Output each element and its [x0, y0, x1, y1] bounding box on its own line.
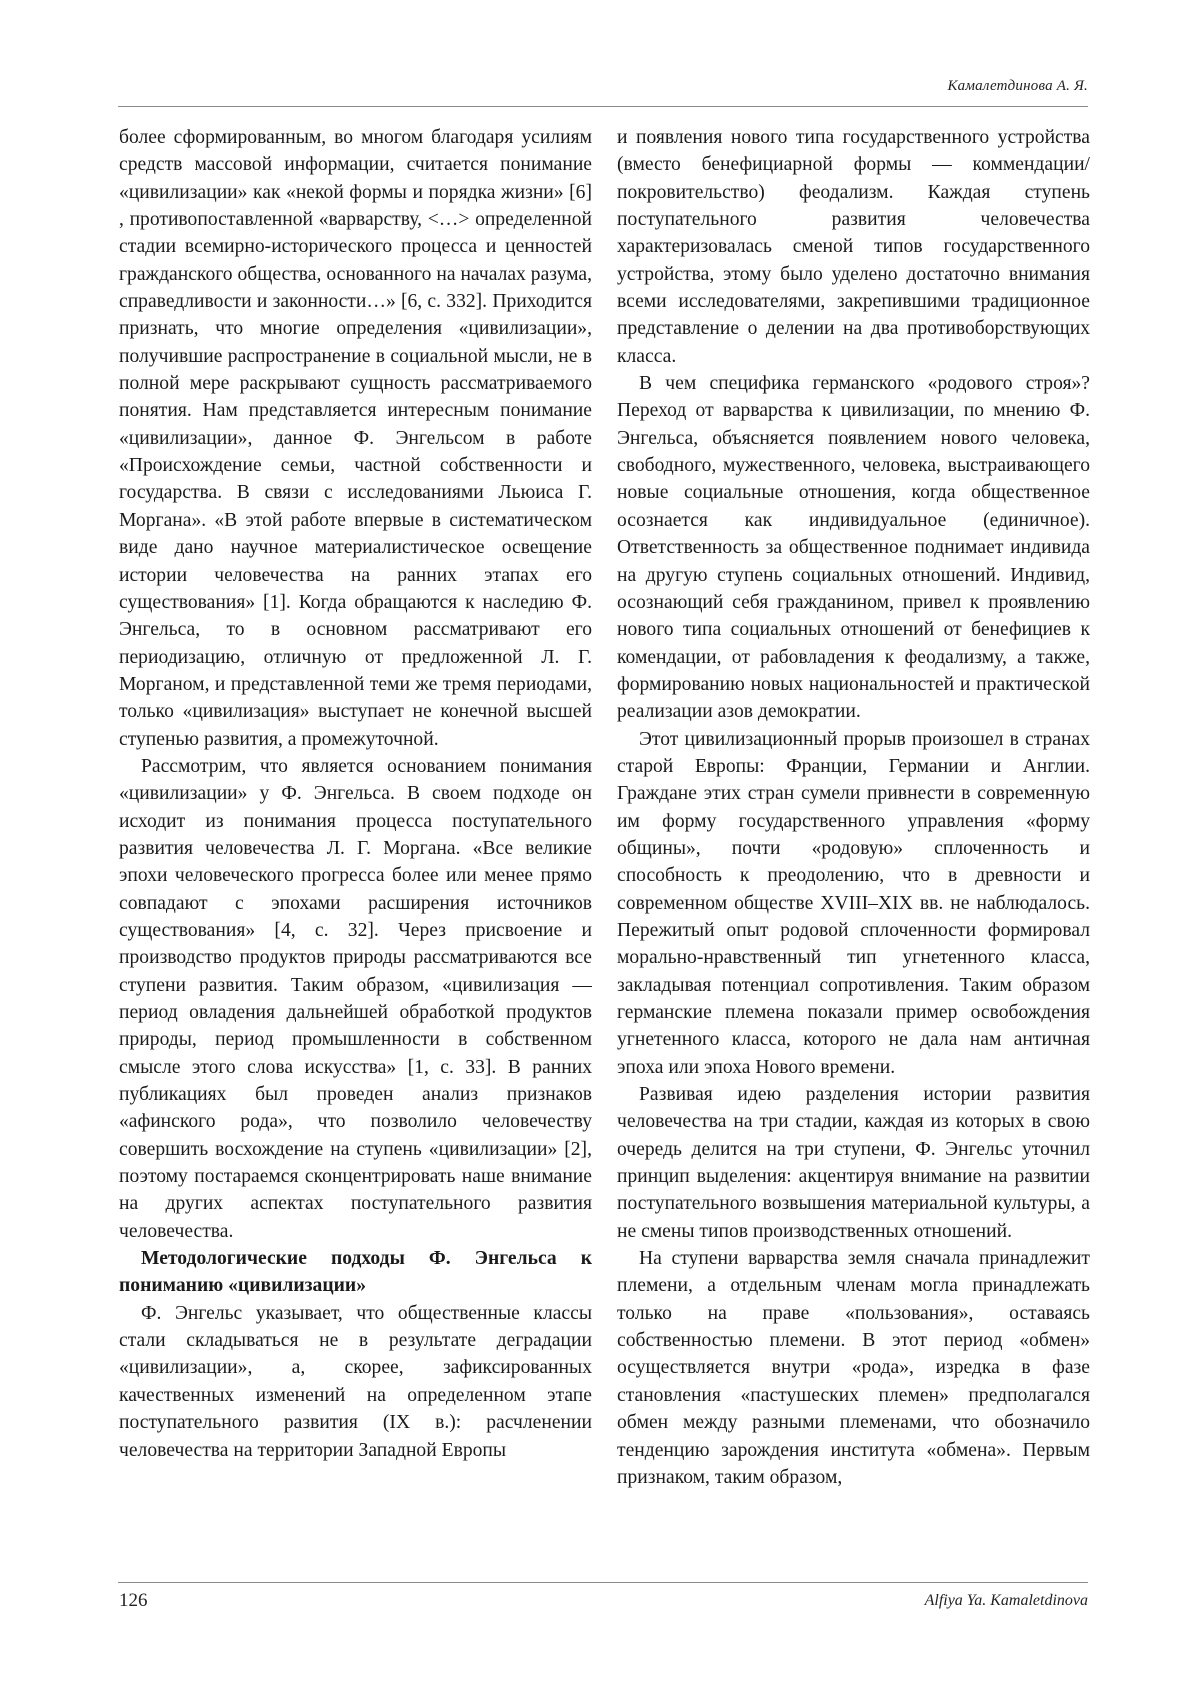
right-paragraph-1: и появления нового типа государственного устройства (вместо бенефициарной формы — коммендации/покровительство) феодализм. Каждая ступень поступательного развития человечества характеризовалась сменой типов государственного устройства, этому было уделено достаточно внимания всеми исследователями, закрепившими традиционное представление о делении на два противоборствующих класса.: [617, 127, 1090, 367]
right-paragraph-2: В чем специфика германского «родового строя»? Переход от варварства к цивилизации, по мнению Ф. Энгельса, объясняется появлением нового человека, свободного, мужественного, человека, выстраивающего новые социальные отношения, когда общественное осознается как индивидуальное (единичное). Ответственность за общественное поднимает индивида на другую ступень социальных отношений. Индивид, осознающий себя гражданином, привел к проявлению нового типа социальных отношений от бенефициев к комендации, от рабовладения к феодализму, а также, формированию новых национальностей и практической реализации азов демократии.: [617, 373, 1090, 723]
footer-author: Alfiya Ya. Kamaletdinova: [924, 1592, 1088, 1609]
right-paragraph-4: Развивая идею разделения истории развития человечества на три стадии, каждая из которых в свою очередь делится на три ступени, Ф. Энгельс уточнил принцип выделения: акцентируя внимание на развитии поступательного возвышения материальной культуры, а не смены типов производственных отношений.: [617, 1084, 1090, 1242]
footer-rule: [118, 1582, 1088, 1583]
running-header: Камалетдинова А. Я.: [947, 78, 1088, 94]
left-paragraph-1: более сформированным, во многом благодаря усилиям средств массовой информации, считается понимание «цивилизации» как «некой формы и порядка жизни» [6] , противопоставленной «варварству, <…> определенной стадии всемирно-исторического процесса и ценностей гражданского общества, основанного на началах разума, справедливости и законности…» [6, с. 332]. Приходится признать, что многие определения «цивилизации», получившие распространение в социальной мысли, не в полной мере раскрывают сущность рассматриваемого понятия. Нам представляется интересным понимание «цивилизации», данное Ф. Энгельсом в работе «Происхождение семьи, частной собственности и государства. В связи с исследованиями Льюиса Г. Моргана». «В этой работе впервые в систематическом виде дано научное материалистическое освещение истории человечества на ранних этапах его существования» [1]. Когда обращаются к наследию Ф. Энгельса, то в основном рассматривают его периодизацию, отличную от предложенной Л. Г. Морганом, и представленной теми же тремя периодами, только «цивилизация» выступает не конечной высшей ступенью развития, а промежуточной.: [119, 127, 592, 750]
header-rule: [118, 106, 1088, 107]
left-paragraph-3: Ф. Энгельс указывает, что общественные классы стали складываться не в результате деградации «цивилизации», а, скорее, зафиксированных качественных изменений на определенном этапе поступательного развития (IX в.): расчленении человечества на территории Западной Европы: [119, 1302, 592, 1461]
right-paragraph-3: Этот цивилизационный прорыв произошел в странах старой Европы: Франции, Германии и Англии. Граждане этих стран сумели привнести в современную им форму государственного управления «форму общины», почти «родовую» сплоченность и способность к преодолению, что в древности и современном обществе XVIII–XIX вв. не наблюдалось. Пережитый опыт родовой сплоченности формировал морально-нравственный тип угнетенного класса, закладывая потенциал сопротивления. Таким образом германские племена показали пример освобождения угнетенного класса, которого не дала нам античная эпоха или эпоха Нового времени.: [617, 728, 1090, 1078]
left-paragraph-2: Рассмотрим, что является основанием понимания «цивилизации» у Ф. Энгельса. В своем подходе он исходит из понимания процесса поступательного развития человечества Л. Г. Моргана. «Все великие эпохи человеческого прогресса более или менее прямо совпадают с эпохами расширения источников существования» [4, с. 32]. Через присвоение и производство продуктов природы рассматриваются все ступени развития. Таким образом, «цивилизация — период овладения дальнейшей обработкой продуктов природы, период промышленности в собственном смысле этого слова искусства» [1, с. 33]. В ранних публикациях был проведен анализ признаков «афинского рода», что позволило человечеству совершить восхождение на ступень «цивилизации» [2], поэтому постараемся сконцентрировать наше внимание на других аспектах поступательного развития человечества.: [119, 755, 592, 1242]
section-heading: Методологические подходы Ф. Энгельса к пониманию «цивилизации»: [119, 1248, 592, 1297]
right-paragraph-5: На ступени варварства земля сначала принадлежит племени, а отдельным членам могла принадлежать только на праве «пользования», оставаясь собственностью племени. В этот период «обмен» осуществляется внутри «рода», изредка в фазе становления «пастушеских племен» предполагался обмен между разными племенами, что обозначило тенденцию зарождения института «обмена». Первым признаком, таким образом,: [617, 1248, 1090, 1488]
left-column: [119, 124, 592, 1572]
page-number: 126: [119, 1590, 148, 1611]
right-column: [617, 124, 1090, 1572]
